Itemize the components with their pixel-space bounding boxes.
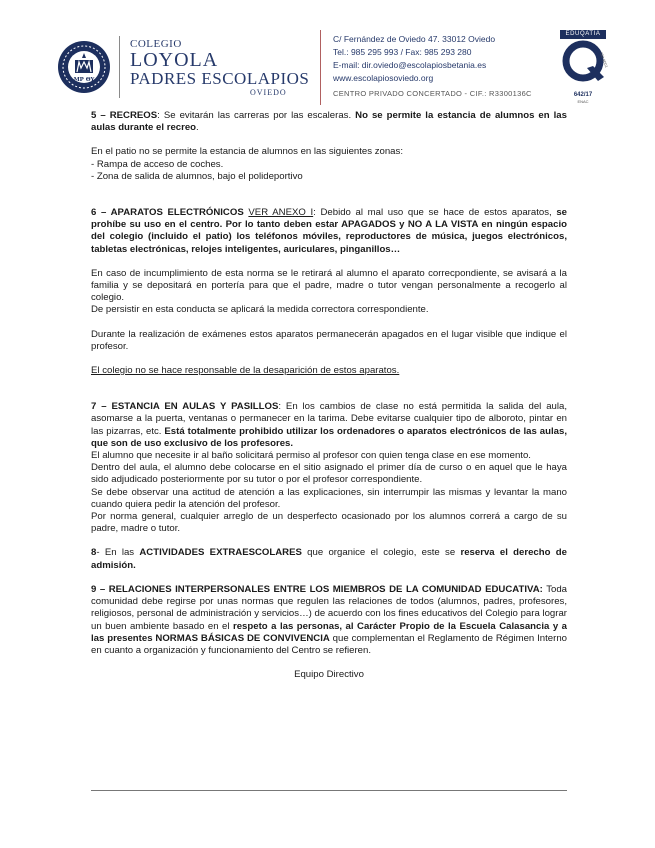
contact-email[interactable]: E-mail: dir.oviedo@escolapiosbetania.es: [333, 60, 487, 70]
school-line-3: PADRES ESCOLAPIOS: [130, 69, 310, 88]
school-seal-logo: [57, 40, 111, 94]
section-6-disclaimer: El colegio no se hace responsable de la desaparición de estos aparatos.: [91, 365, 400, 377]
quality-badge: [560, 30, 609, 106]
q-quality-icon: [560, 39, 609, 85]
contact-block: [333, 33, 532, 100]
section-6-heading: 6 – APARATOS ELECTRÓNICOS: [91, 207, 244, 219]
section-8-bold-2: reserva el derecho de admisión.: [91, 547, 567, 571]
section-5-end: .: [196, 122, 199, 134]
signature: Equipo Directivo: [294, 669, 364, 681]
section-8-text: - En las: [96, 547, 140, 559]
contact-web[interactable]: www.escolapiosoviedo.org: [333, 73, 434, 83]
section-6-p1: En caso de incumplimiento de esta norma se le retirará al alumno el aparato correcpondiente, se avisará a la familia y se depositará en portería para que el padre, madre o tutor vengan personalmente a recogerlo al colegio.: [91, 267, 567, 304]
school-line-2: LOYOLA: [130, 49, 219, 71]
section-6-p3: Durante la realización de exámenes estos aparatos permanecerán apagados en el lugar visible que indique el profesor.: [91, 328, 567, 352]
contact-address: C/ Fernández de Oviedo 47. 33012 Oviedo: [333, 34, 496, 44]
section-6-text: : Debido al mal uso que se hace de estos aparatos,: [313, 207, 557, 219]
contact-divider: [320, 30, 321, 105]
section-8: [91, 547, 567, 571]
section-5-text: : Se evitarán las carreras por las escaleras.: [157, 110, 356, 121]
badge-iso: ISO 9001: [599, 51, 609, 69]
document-body: [91, 110, 567, 681]
badge-title: EDUQATIA: [560, 30, 606, 39]
patio-zone-2: - Zona de salida de alumnos, bajo el polideportivo: [91, 170, 303, 182]
letterhead: [0, 0, 655, 108]
section-7-p3: Dentro del aula, el alumno debe colocarse en el sitio asignado el primer día de curso o en aquel que le haya sido adjudicado posteriormente por su tutor o por el profesor correspondiente.: [91, 462, 567, 486]
section-6: [91, 207, 567, 256]
badge-enac: ENAC: [577, 99, 589, 104]
section-7-p2: El alumno que necesite ir al baño solicitará permiso al profesor con quien tenga clase en ese momento.: [91, 450, 531, 462]
section-7-p5: Por norma general, cualquier arreglo de un desperfecto ocasionado por los alumnos correrá a cargo de su padre, madre o tutor.: [91, 511, 567, 535]
annex-link[interactable]: VER ANEXO I: [248, 207, 314, 219]
section-8-text-2: que organice el colegio, este se: [301, 547, 461, 559]
school-line-1: COLEGIO: [130, 38, 182, 50]
section-5-heading: 5 – RECREOS: [91, 110, 158, 121]
seal-text: MP ΘY: [73, 77, 95, 83]
section-8-heading: 8: [91, 547, 97, 559]
section-9-text: Toda comunidad debe regirse por unas normas que regulen las relaciones de todos (alumnos, padres, profesores, religiosos, personal de administración y servicios…) de acuerdo con los fines educativos del Colegio para lograr un buen ambiente basado en el: [91, 583, 568, 632]
section-5: [91, 110, 567, 134]
section-8-bold-1: ACTIVIDADES EXTRAESCOLARES: [139, 547, 302, 559]
footer-divider: [91, 790, 567, 791]
patio-intro: En el patio no se permite la estancia de alumnos en las siguientes zonas:: [91, 146, 403, 158]
section-9-end: que complementan el Reglamento de Régimen Interno en cuanto a organización y funcionamiento del Centro se refieren.: [91, 632, 567, 656]
school-line-4: OVIEDO: [250, 88, 287, 97]
section-5-bold: No se permite la estancia de alumnos en las aulas durante el recreo: [91, 110, 567, 134]
badge-number: 642/17: [573, 92, 593, 98]
section-6-bold: se prohíbe su uso en el centro. Por lo tanto deben estar APAGADOS y NO A LA VISTA en ningún espacio del colegio (incluido el patio) los teléfonos móviles, reproductores de música, juegos electrónicos, tabletas electrónicas, relojes inteligentes, auriculares, pinganillos…: [91, 207, 568, 255]
header-divider: [119, 36, 120, 98]
section-6-p2: De persistir en esta conducta se aplicará la medida correctora correspondiente.: [91, 304, 429, 316]
section-9: [91, 584, 567, 657]
contact-phone: Tel.: 985 295 993 / Fax: 985 293 280: [333, 47, 472, 57]
school-name: [130, 38, 309, 98]
section-9-bold: respeto a las personas, al Carácter Propio de la Escuela Calasancia y a las presentes NORMAS BÁSICAS DE CONVIVENCIA: [91, 620, 567, 644]
contact-cif: CENTRO PRIVADO CONCERTADO - CIF.: R3300136C: [333, 89, 532, 98]
section-9-heading: 9 – RELACIONES INTERPERSONALES ENTRE LOS MIEMBROS DE LA COMUNIDAD EDUCATIVA:: [91, 583, 543, 595]
section-7-heading: 7 – ESTANCIA EN AULAS Y PASILLOS: [91, 401, 279, 413]
section-7-bold: Está totalmente prohibido utilizar los ordenadores o aparatos electrónicos de las aulas, que son de uso exclusivo de los profesores.: [91, 425, 567, 449]
section-7: [91, 401, 567, 450]
section-7-text: : En los cambios de clase no está permitida la salida del aula, asomarse a la puerta, ventanas o permanecer en la tarima. Debe evitarse cualquier tipo de alboroto, pintar en las pizarras, etc.: [91, 401, 567, 437]
patio-zone-1: - Rampa de acceso de coches.: [91, 158, 224, 170]
section-7-p4: Se debe observar una actitud de atención a las explicaciones, sin interrumpir las mismas y levantar la mano cuando quiera pedir la atención del profesor.: [91, 486, 567, 510]
